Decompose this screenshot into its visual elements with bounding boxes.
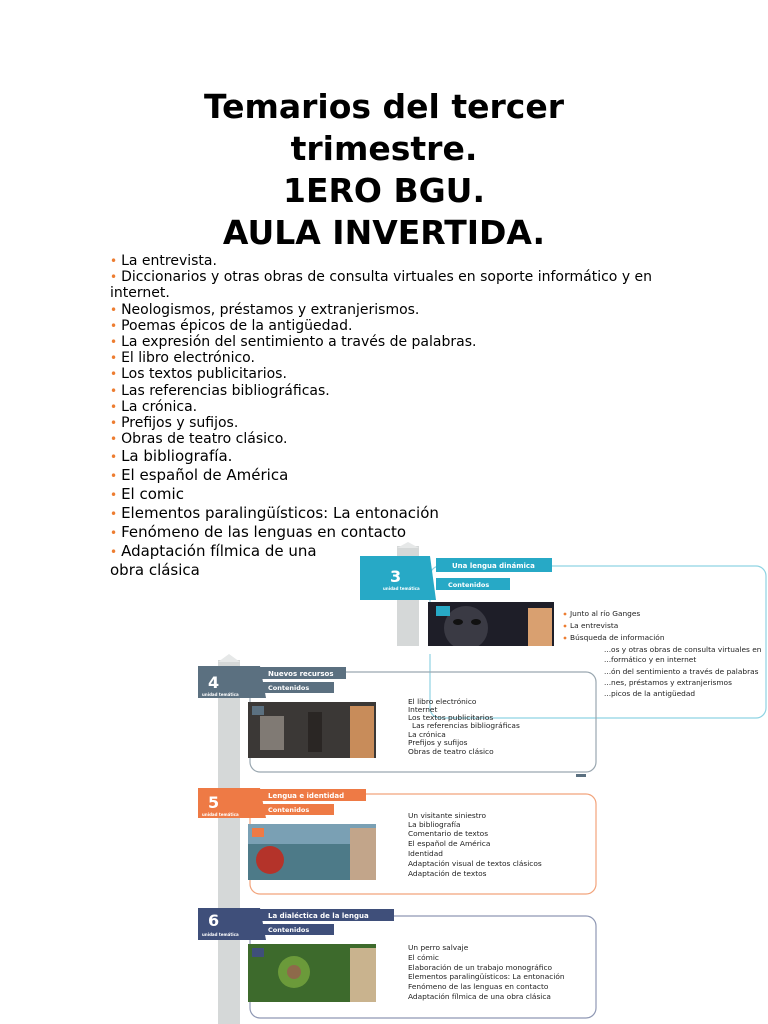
bullet-icon: •: [110, 383, 118, 398]
list-item: • Poemas épicos de la antigüedad.: [110, 317, 353, 334]
bullet-icon: •: [110, 432, 118, 447]
unit-item: ...picos de la antigüedad: [604, 689, 696, 698]
unit-number: 3: [390, 567, 402, 586]
list-item: • Obras de teatro clásico.: [110, 431, 288, 448]
bullet-icon: •: [110, 469, 118, 484]
list-item: • Adaptación fílmica de una obra clásica: [110, 542, 317, 580]
list-item: • Neologismos, préstamos y extranjerismos.: [110, 301, 420, 318]
unit-card-3: [360, 556, 766, 718]
list-item: • El comic: [110, 485, 184, 504]
title-line: AULA INVERTIDA.: [222, 213, 546, 252]
unit-sub: Contenidos: [268, 806, 310, 814]
bullet-icon: •: [110, 367, 118, 382]
unit-item: Adaptación fílmica de una obra clásica: [408, 992, 551, 1001]
list-item: • Los textos publicitarios.: [110, 366, 287, 383]
bullet-icon: •: [110, 270, 118, 285]
unit-item: Los textos publicitarios: [408, 713, 494, 722]
unit-name: Una lengua dinámica: [452, 562, 535, 570]
unit-card-4: [198, 666, 596, 777]
bullet-icon: •: [110, 399, 118, 414]
list-item: • Diccionarios y otras obras de consulta virtuales en soporte informático y en internet.: [110, 269, 653, 302]
unit-item: Prefijos y sufijos: [408, 738, 468, 747]
unit-item: ...os y otras obras de consulta virtuales en: [604, 645, 762, 654]
unit-item: Obras de teatro clásico: [408, 747, 494, 756]
unit-item: Elaboración de un trabajo monográfico: [408, 963, 553, 972]
bullet-icon: •: [110, 416, 118, 431]
unit-item: Búsqueda de información: [570, 633, 665, 642]
unit-sub: Contenidos: [268, 926, 310, 934]
unit-sub: Contenidos: [268, 684, 310, 692]
unit-item: ...formático y en internet: [604, 655, 697, 664]
list-item: • Fenómeno de las lenguas en contacto: [110, 523, 407, 542]
pole-cap: [218, 654, 240, 662]
unit-item: Fenómeno de las lenguas en contacto: [408, 982, 549, 991]
title-line: trimestre.: [290, 129, 478, 168]
unit-pole: [218, 660, 240, 1024]
bullet-icon: •: [110, 318, 118, 333]
list-item: • Prefijos y sufijos.: [110, 415, 239, 432]
unit-item: Internet: [408, 705, 438, 714]
topic-list: [110, 253, 670, 579]
unit-item: El libro electrónico: [408, 697, 477, 706]
unit-item: Un visitante siniestro: [408, 811, 487, 820]
textbook-index-graphic: [190, 540, 768, 1024]
unit-number: 6: [208, 911, 220, 930]
bullet-icon: •: [110, 335, 118, 350]
unit-item: Junto al río Ganges: [570, 609, 641, 618]
list-item: • La expresión del sentimiento a través de palabras.: [110, 334, 477, 351]
list-item: • El libro electrónico.: [110, 350, 255, 367]
unit-item: Comentario de textos: [408, 829, 489, 838]
unit-item: La entrevista: [570, 621, 619, 630]
unit-item: ...ón del sentimiento a través de palabras: [604, 667, 759, 676]
unit-item: El español de América: [408, 839, 491, 848]
unit-caption: unidad temática: [202, 692, 239, 697]
unit-item: El cómic: [408, 953, 439, 962]
unit-sub: Contenidos: [448, 581, 490, 589]
bullet-icon: •: [110, 302, 118, 317]
unit-item: La crónica: [408, 730, 446, 739]
list-item: • La crónica.: [110, 398, 198, 415]
unit-name: Nuevos recursos: [268, 670, 334, 678]
bullet-icon: •: [110, 450, 118, 465]
page-title: [0, 86, 768, 254]
unit-number: 4: [208, 673, 220, 692]
unit-item: Elementos paralingüísticos: La entonación: [408, 972, 565, 981]
list-item: • Las referencias bibliográficas.: [110, 382, 330, 399]
unit-item: La bibliografía: [408, 820, 461, 829]
unit-item: Adaptación de textos: [408, 869, 487, 878]
unit-caption: unidad temática: [202, 812, 239, 817]
unit-item: Las referencias bibliográficas: [412, 721, 520, 730]
title-line: 1ERO BGU.: [282, 171, 486, 210]
unit-item: Adaptación visual de textos clásicos: [408, 859, 542, 868]
divider: [390, 646, 604, 654]
unit-item: Un perro salvaje: [408, 943, 469, 952]
unit-caption: unidad temática: [202, 932, 239, 937]
list-item: • La entrevista.: [110, 253, 217, 269]
list-item: • Elementos paralingüísticos: La entonación: [110, 504, 439, 523]
pole-cap: [397, 542, 419, 548]
bullet-icon: •: [110, 526, 118, 541]
bullet-icon: •: [110, 545, 118, 560]
unit-name: Lengua e identidad: [268, 792, 345, 800]
unit-number: 5: [208, 793, 220, 812]
bullet-icon: •: [110, 351, 118, 366]
bullet-icon: •: [110, 507, 118, 522]
list-item: • El español de América: [110, 466, 289, 485]
unit-caption: unidad temática: [383, 586, 420, 591]
bullet-icon: •: [110, 488, 118, 503]
bullet-icon: •: [110, 254, 118, 268]
list-item: • La bibliografía.: [110, 447, 233, 466]
unit-item: Identidad: [408, 849, 443, 858]
unit-card-6: [198, 908, 596, 1018]
unit-name: La dialéctica de la lengua: [268, 912, 369, 920]
unit-card-5: [198, 788, 596, 894]
unit-item: ...nes, préstamos y extranjerismos: [604, 678, 732, 687]
title-line: Temarios del tercer: [203, 87, 564, 126]
